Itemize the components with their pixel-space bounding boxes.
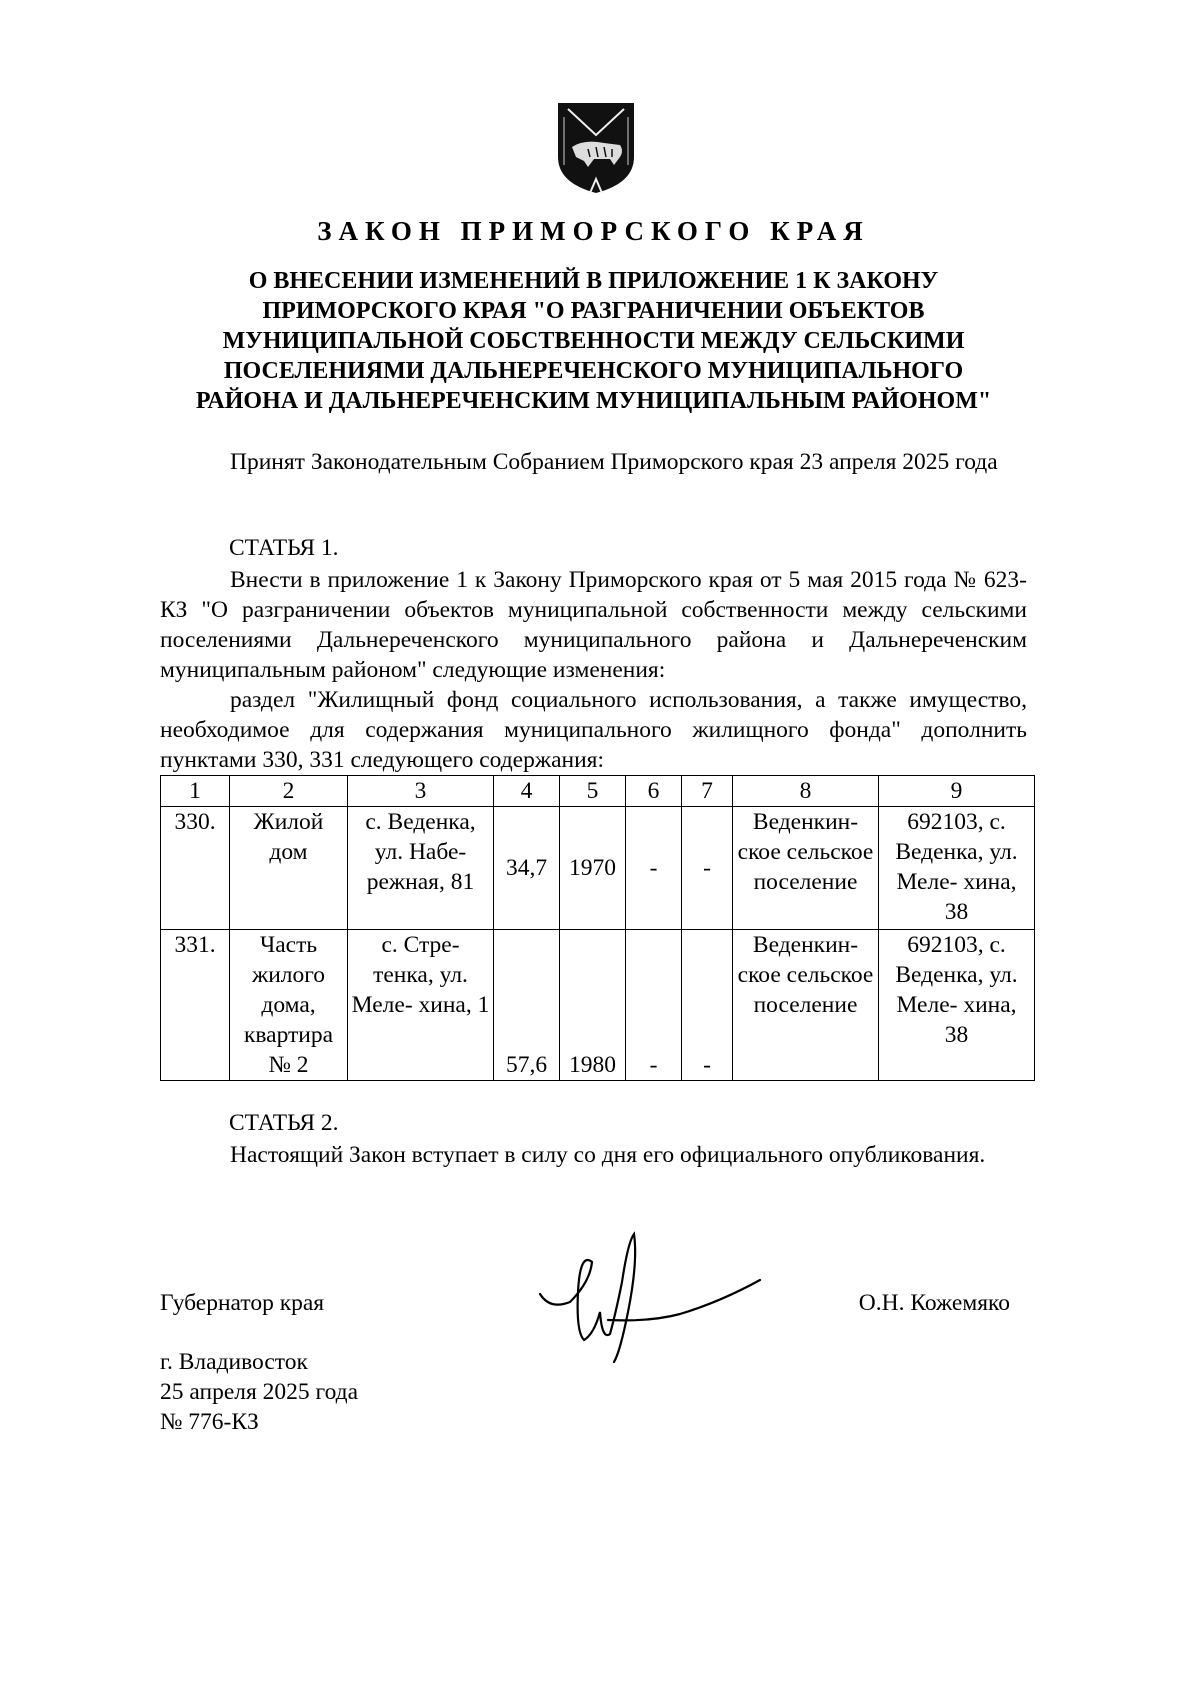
table-cell: 330.: [161, 807, 230, 930]
table-cell: 57,6: [494, 930, 560, 1081]
table-cell: 692103, с. Веденка, ул. Меле- хина, 38: [879, 930, 1035, 1081]
table-header-row: [161, 776, 1035, 807]
article-1-heading: СТАТЬЯ 1.: [229, 535, 339, 561]
signing-city: г. Владивосток: [160, 1349, 308, 1375]
table-header: 3: [348, 776, 494, 807]
table-row: [161, 807, 1035, 930]
table-cell: -: [682, 930, 733, 1081]
adoption-note: Принят Законодательным Собранием Приморского края 23 апреля 2025 года: [230, 449, 998, 475]
signatory-name: О.Н. Кожемяко: [858, 1290, 1010, 1316]
table-header: 9: [879, 776, 1035, 807]
table-cell: -: [682, 807, 733, 930]
article-2-heading: СТАТЬЯ 2.: [229, 1110, 339, 1136]
subtitle-line: МУНИЦИПАЛЬНОЙ СОБСТВЕННОСТИ МЕЖДУ СЕЛЬСКИМИ: [222, 328, 965, 354]
document-title: ЗАКОН ПРИМОРСКОГО КРАЯ: [317, 216, 870, 246]
law-number: № 776-КЗ: [160, 1409, 259, 1435]
table-cell: -: [626, 807, 682, 930]
table-cell: 331.: [161, 930, 230, 1081]
article-2-body: Настоящий Закон вступает в силу со дня его официального опубликования.: [230, 1142, 986, 1168]
signing-date: 25 апреля 2025 года: [160, 1379, 359, 1405]
table-header: 5: [560, 776, 626, 807]
table-row: [161, 930, 1035, 1081]
table-header: 6: [626, 776, 682, 807]
table-cell: Часть жилого дома, квартира № 2: [230, 930, 348, 1081]
table-cell: Веденкин- ское сельское поселение: [733, 807, 879, 930]
table-cell: 34,7: [494, 807, 560, 930]
table-cell: с. Стре- тенка, ул. Меле- хина, 1: [348, 930, 494, 1081]
table-cell: 1970: [560, 807, 626, 930]
handwritten-signature: [530, 1222, 775, 1372]
table-cell: Жилой дом: [230, 807, 348, 930]
article-1-body: [160, 565, 1027, 775]
subtitle-line: ПРИМОРСКОГО КРАЯ "О РАЗГРАНИЧЕНИИ ОБЪЕКТОВ: [262, 298, 925, 324]
signatory-position: Губернатор края: [160, 1290, 325, 1316]
coat-of-arms-emblem: [554, 95, 638, 195]
table-header: 8: [733, 776, 879, 807]
document-subtitle: [160, 266, 1027, 416]
table-cell: -: [626, 930, 682, 1081]
article-1-paragraph: раздел "Жилищный фонд социального использования, а также имущество, необходимое для содержания муниципального жилищного фонда" дополнить пунктами 330, 331 следующего содержания:: [160, 687, 1027, 773]
table-cell: Веденкин- ское сельское поселение: [733, 930, 879, 1081]
table-cell: 692103, с. Веденка, ул. Меле- хина, 38: [879, 807, 1035, 930]
table-header: 7: [682, 776, 733, 807]
subtitle-line: РАЙОНА И ДАЛЬНЕРЕЧЕНСКИМ МУНИЦИПАЛЬНЫМ РАЙОНОМ": [195, 388, 992, 414]
table-cell: 1980: [560, 930, 626, 1081]
signing-details: [160, 1347, 358, 1437]
table-cell: с. Веденка, ул. Набе- режная, 81: [348, 807, 494, 930]
article-1-paragraph: Внести в приложение 1 к Закону Приморского края от 5 мая 2015 года № 623-КЗ "О разграничении объектов муниципальной собственности между сельскими поселениями Дальнереченского муниципального района и Дальнереченским муниципальным районом" следующие изменения:: [160, 567, 1027, 683]
table-header: 4: [494, 776, 560, 807]
table-header: 2: [230, 776, 348, 807]
subtitle-line: О ВНЕСЕНИИ ИЗМЕНЕНИЙ В ПРИЛОЖЕНИЕ 1 К ЗАКОНУ: [248, 268, 939, 294]
amendment-table: [160, 775, 1035, 1081]
subtitle-line: ПОСЕЛЕНИЯМИ ДАЛЬНЕРЕЧЕНСКОГО МУНИЦИПАЛЬНОГО: [223, 358, 964, 384]
table-header: 1: [161, 776, 230, 807]
